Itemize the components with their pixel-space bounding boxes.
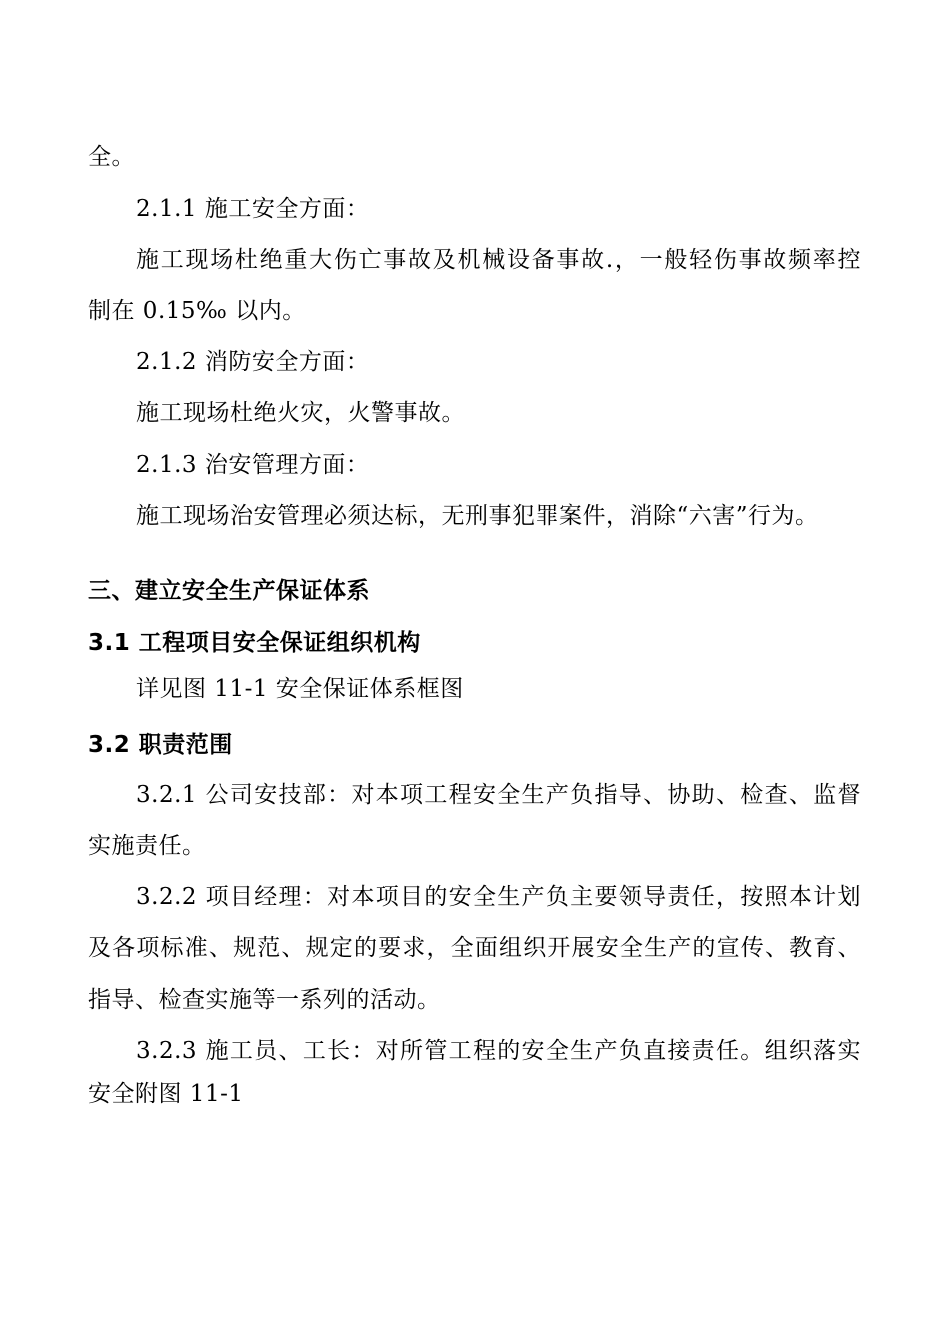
paragraph-continuation: 全。 — [88, 144, 135, 170]
paragraph-line: 安全附图 11-1 — [88, 1081, 244, 1107]
figure-reference: 详见图 11-1 安全保证体系框图 — [136, 676, 464, 702]
paragraph-line: 及各项标准、规范、规定的要求，全面组织开展安全生产的宣传、教育、 — [88, 935, 861, 961]
subsection-heading-public-security: 2.1.3 治安管理方面： — [136, 452, 370, 478]
subsection-heading-organization: 3.1 工程项目安全保证组织机构 — [88, 630, 421, 656]
paragraph-line: 施工现场杜绝重大伤亡事故及机械设备事故.，一般轻伤事故频率控 — [136, 247, 861, 273]
section-heading: 三、建立安全生产保证体系 — [88, 578, 370, 604]
subsection-heading-responsibilities: 3.2 职责范围 — [88, 732, 233, 758]
subsection-heading-fire-safety: 2.1.2 消防安全方面： — [136, 349, 370, 375]
paragraph-line: 施工现场杜绝火灾，火警事故。 — [136, 400, 465, 426]
paragraph-line: 3.2.2 项目经理：对本项目的安全生产负主要领导责任，按照本计划 — [136, 884, 861, 910]
paragraph-line: 3.2.3 施工员、工长：对所管工程的安全生产负直接责任。组织落实 — [136, 1038, 861, 1064]
subsection-heading-construction-safety: 2.1.1 施工安全方面： — [136, 196, 370, 222]
paragraph-line: 实施责任。 — [88, 833, 206, 859]
paragraph-line: 施工现场治安管理必须达标，无刑事犯罪案件，消除“六害”行为。 — [136, 503, 819, 529]
paragraph-line: 制在 0.15‰ 以内。 — [88, 298, 306, 324]
paragraph-line: 指导、检查实施等一系列的活动。 — [88, 987, 441, 1013]
paragraph-line: 3.2.1 公司安技部：对本项工程安全生产负指导、协助、检查、监督 — [136, 782, 861, 808]
